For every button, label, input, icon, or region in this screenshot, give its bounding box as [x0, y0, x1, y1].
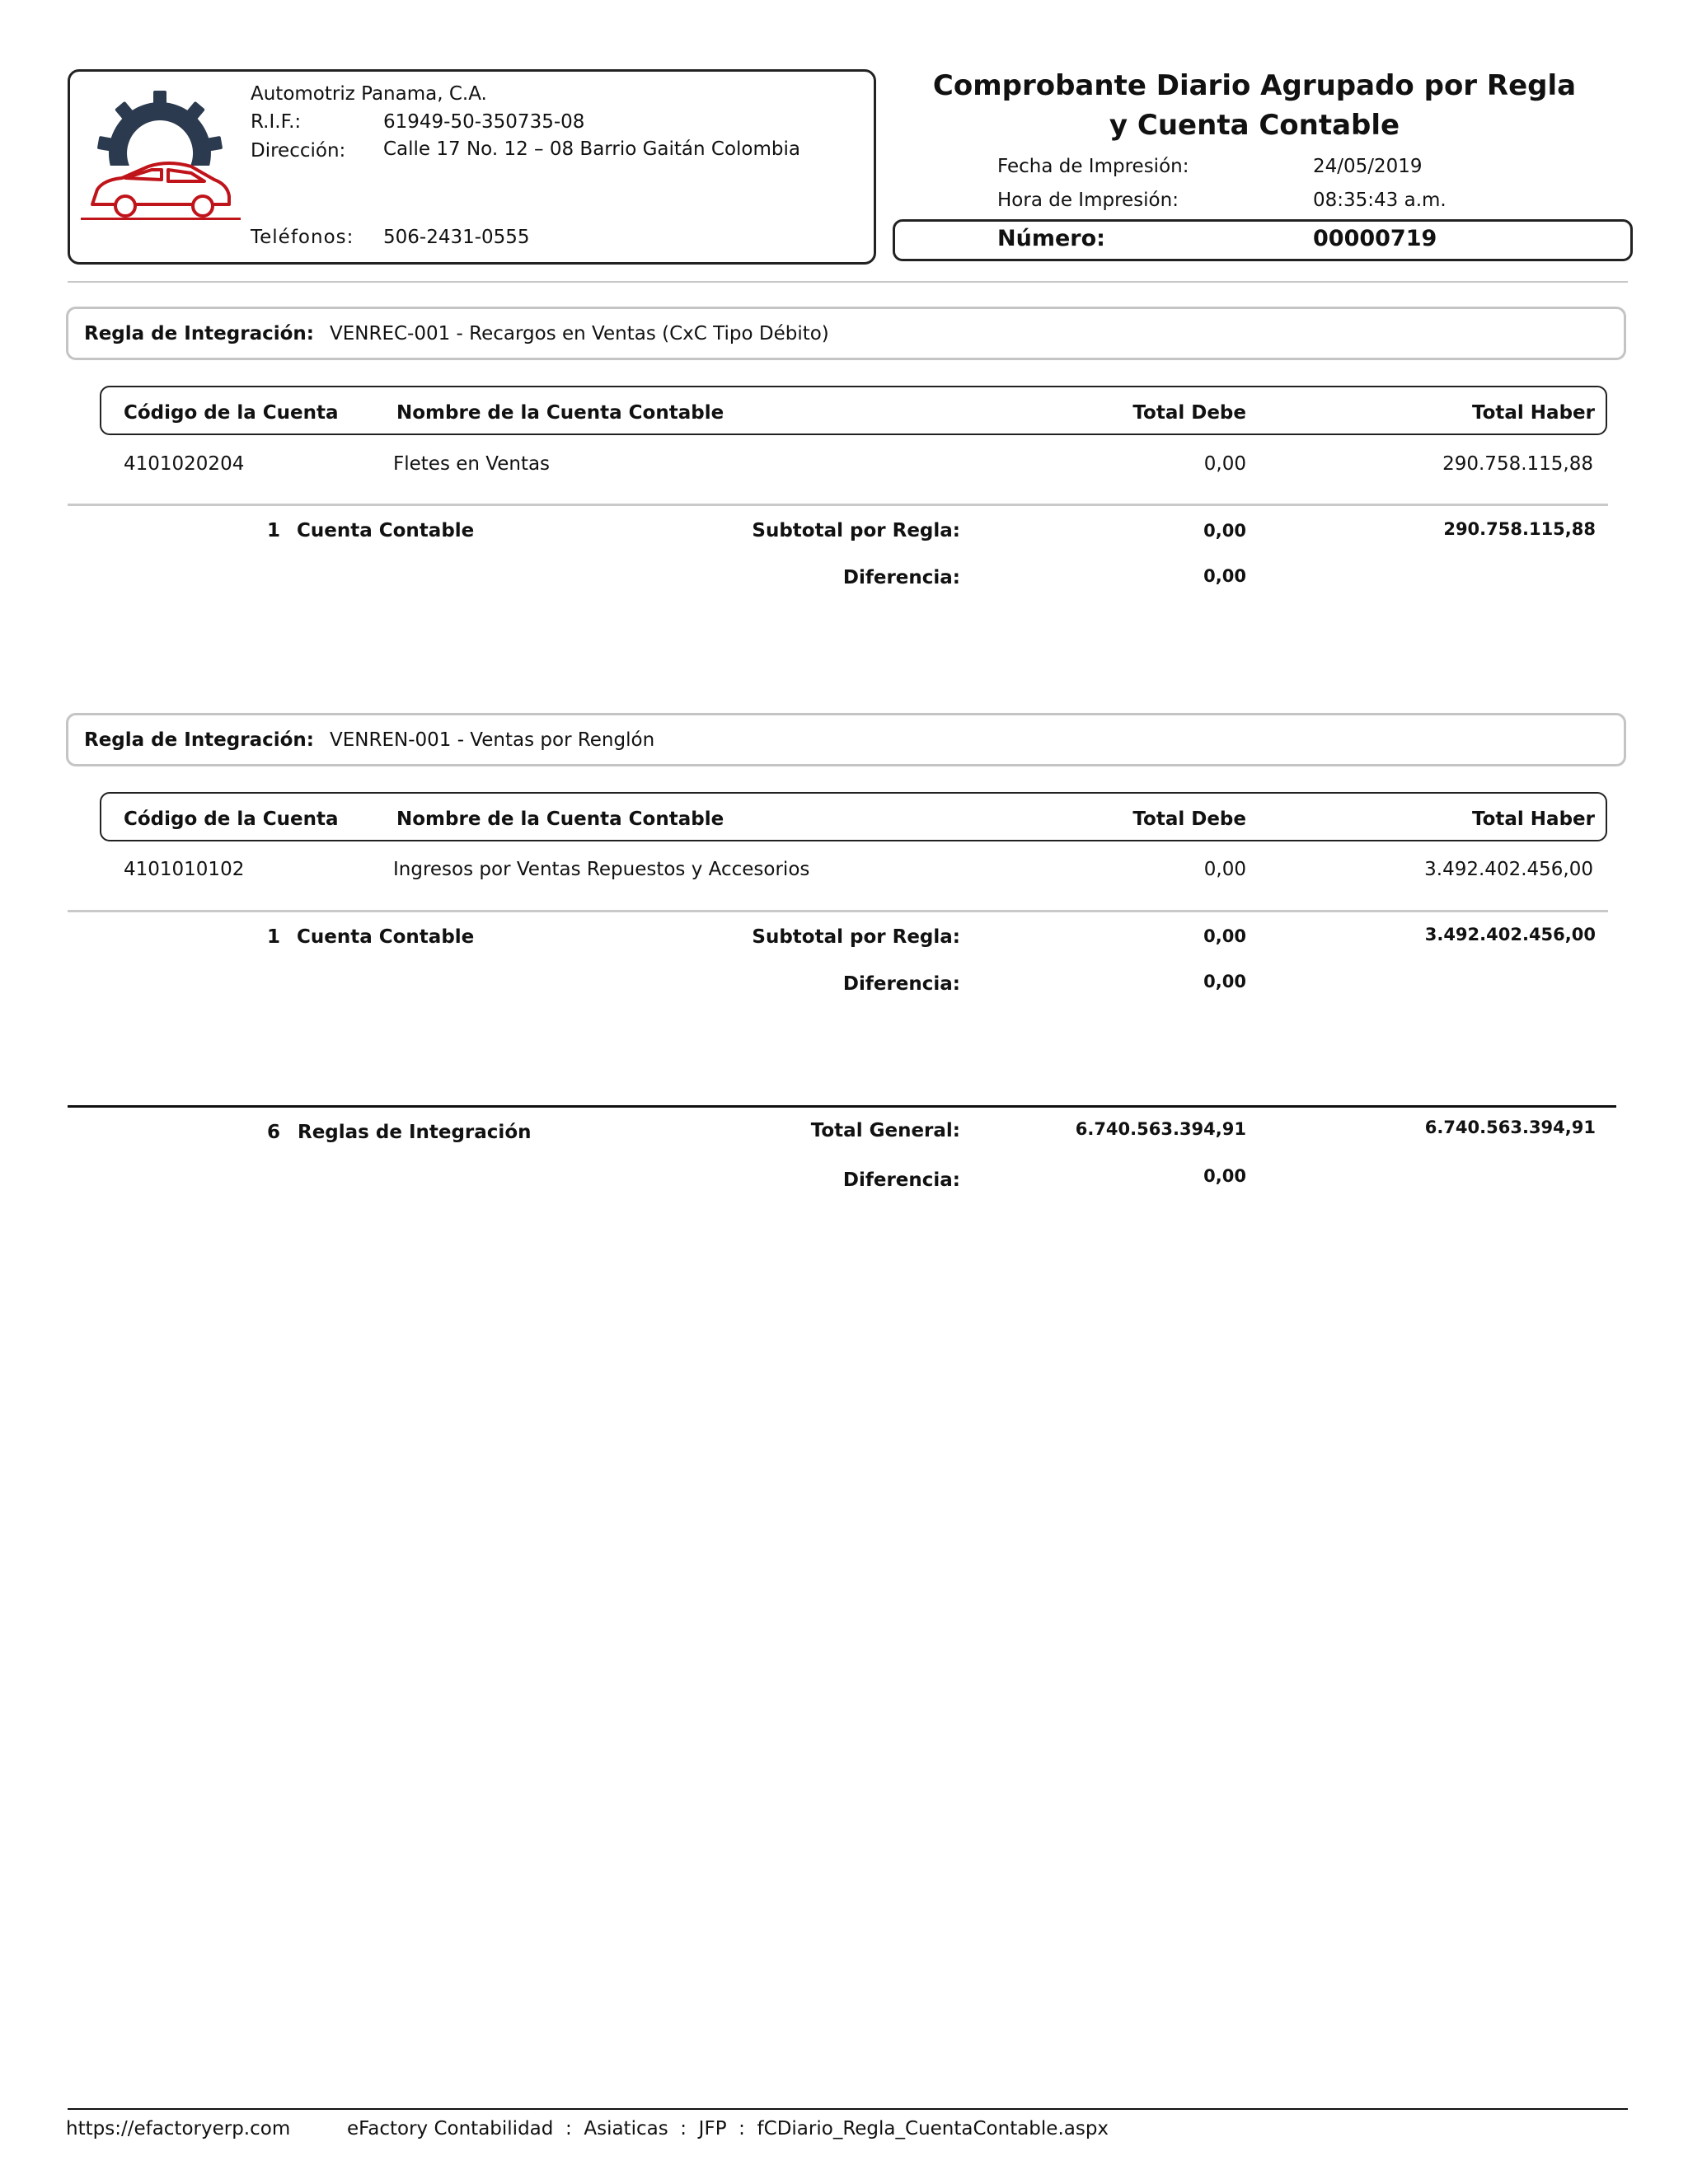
document-title-line1: Comprobante Diario Agrupado por Regla: [932, 69, 1577, 102]
document-title-line2: y Cuenta Contable: [1109, 109, 1400, 142]
phone-value: 506-2431-0555: [383, 227, 530, 248]
subtotal-label: Subtotal por Regla:: [752, 520, 960, 541]
difference-value: 0,00: [1203, 566, 1246, 586]
difference-label: Diferencia:: [842, 973, 960, 995]
column-debit-header: Total Debe: [1132, 402, 1246, 424]
subtotal-divider-1: [68, 504, 1608, 506]
table-row-credit: 290.758.115,88: [1442, 453, 1593, 475]
document-title: [893, 66, 1616, 145]
header-divider: [68, 281, 1628, 283]
totals-divider: [68, 1105, 1616, 1108]
table-row-code: 4101010102: [124, 859, 245, 880]
total-general-debit: 6.740.563.394,91: [1075, 1119, 1246, 1139]
column-credit-header: Total Haber: [1471, 402, 1595, 424]
footer-divider: [68, 2108, 1628, 2110]
rif-label: R.I.F.:: [251, 111, 302, 133]
column-code-header: Código de la Cuenta: [124, 402, 339, 424]
subtotal-label: Subtotal por Regla:: [752, 926, 960, 948]
company-name: Automotriz Panama, C.A.: [251, 83, 487, 105]
total-difference-value: 0,00: [1203, 1166, 1246, 1186]
table-row-debit: 0,00: [1203, 859, 1246, 880]
rif-value: 61949-50-350735-08: [383, 111, 585, 133]
print-time-label: Hora de Impresión:: [997, 190, 1179, 211]
company-logo-gear-car-icon: [76, 87, 245, 227]
footer-path: eFactory Contabilidad : Asiaticas : JFP : fCDiario_Regla_CuentaContable.aspx: [347, 2118, 1109, 2139]
document-number-value: 00000719: [1313, 226, 1437, 251]
column-credit-header: Total Haber: [1471, 808, 1595, 830]
rule-label: Regla de Integración:: [84, 729, 314, 751]
difference-value: 0,00: [1203, 972, 1246, 991]
subtotal-credit: 3.492.402.456,00: [1424, 925, 1596, 944]
table-row-name: Ingresos por Ventas Repuestos y Accesorios: [393, 859, 810, 880]
rule-count-label: Reglas de Integración: [298, 1122, 532, 1143]
account-count-label: Cuenta Contable: [297, 520, 475, 541]
subtotal-debit: 0,00: [1203, 521, 1246, 541]
column-debit-header: Total Debe: [1132, 808, 1246, 830]
column-name-header: Nombre de la Cuenta Contable: [396, 402, 724, 424]
table-row-debit: 0,00: [1203, 453, 1246, 475]
print-time-value: 08:35:43 a.m.: [1313, 190, 1447, 211]
column-name-header: Nombre de la Cuenta Contable: [396, 808, 724, 830]
rule-count: 6: [266, 1122, 280, 1143]
subtotal-credit: 290.758.115,88: [1443, 519, 1596, 539]
address-value: Calle 17 No. 12 – 08 Barrio Gaitán Colombia: [383, 138, 800, 160]
difference-label: Diferencia:: [842, 567, 960, 588]
print-date-value: 24/05/2019: [1313, 156, 1423, 177]
print-date-label: Fecha de Impresión:: [997, 156, 1189, 177]
account-count: 1: [266, 520, 280, 541]
account-count-label: Cuenta Contable: [297, 926, 475, 948]
rule-value: VENREC-001 - Recargos en Ventas (CxC Tipo Débito): [330, 323, 829, 344]
column-code-header: Código de la Cuenta: [124, 808, 339, 830]
document-number-label: Número:: [997, 226, 1105, 251]
footer-url: https://efactoryerp.com: [66, 2118, 291, 2139]
subtotal-divider-2: [68, 910, 1608, 912]
total-general-label: Total General:: [810, 1120, 960, 1141]
rule-label: Regla de Integración:: [84, 323, 314, 344]
table-row-code: 4101020204: [124, 453, 245, 475]
rule-value: VENREN-001 - Ventas por Renglón: [330, 729, 655, 751]
address-label: Dirección:: [251, 140, 346, 162]
subtotal-debit: 0,00: [1203, 926, 1246, 946]
phone-label: Teléfonos:: [251, 227, 354, 248]
table-row-name: Fletes en Ventas: [393, 453, 551, 475]
total-difference-label: Diferencia:: [842, 1169, 960, 1191]
table-row-credit: 3.492.402.456,00: [1424, 859, 1593, 880]
account-count: 1: [266, 926, 280, 948]
total-general-credit: 6.740.563.394,91: [1424, 1118, 1596, 1137]
